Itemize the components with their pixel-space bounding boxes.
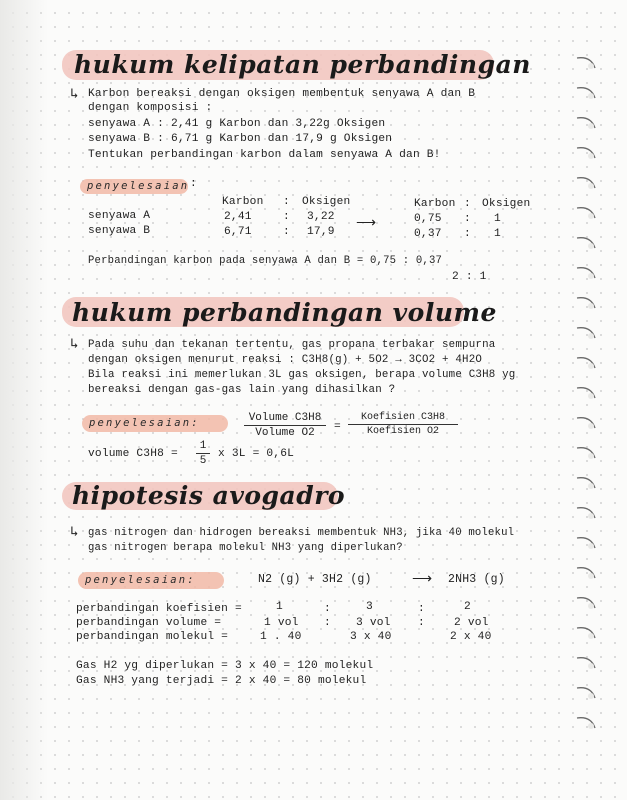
section-title-kelipatan: hukum kelipatan perbandingan <box>74 50 531 79</box>
problem-line: dengan oksigen menurut reaksi : C3H8(g) + 5O2 → 3CO2 + 4H2O <box>88 354 483 366</box>
page-shadow <box>0 0 48 800</box>
fraction-denominator: 5 <box>199 455 207 467</box>
reaction-product: 2NH3 (g) <box>448 573 505 586</box>
problem-line: dengan komposisi : <box>88 102 213 114</box>
col-separator: : <box>464 228 471 240</box>
problem-line: gas nitrogen dan hidrogen bereaksi membentuk NH3, jika 40 molekul <box>88 527 515 539</box>
fraction-numerator: Koefisien C3H8 <box>360 412 445 423</box>
problem-line: senyawa B : 6,71 g Karbon dan 17,9 g Oksigen <box>88 133 393 145</box>
solution-label: penyelesaian: <box>89 417 200 429</box>
problem-line: Bila reaksi ini memerlukan 3L gas oksigen, berapa volume C3H8 yg <box>88 369 516 381</box>
problem-line: Pada suhu dan tekanan tertentu, gas propana terbakar sempurna <box>88 339 496 351</box>
fraction-koefisien <box>348 412 458 437</box>
answer-right: x 3L = 0,6L <box>218 448 295 460</box>
table-cell: 2 <box>464 601 471 613</box>
table-row-name: perbandingan koefisien = <box>76 603 242 615</box>
col-header-oksigen: Oksigen <box>302 196 351 208</box>
reaction-reactants: N2 (g) + 3H2 (g) <box>258 573 372 586</box>
fraction-numerator: 1 <box>199 440 207 452</box>
col-header-oksigen-2: Oksigen <box>482 198 531 210</box>
table-cell: 3 <box>366 601 373 613</box>
table-cell: 3 x 40 <box>350 631 392 643</box>
col-separator: : <box>324 603 331 615</box>
problem-line: Tentukan perbandingan karbon dalam senyawa A dan B! <box>88 149 441 161</box>
value-b-karbon-2: 0,37 <box>414 228 442 240</box>
section-title-avogadro: hipotesis avogadro <box>72 481 346 510</box>
answer-left: volume C3H8 = <box>88 448 178 460</box>
fraction-numerator: Volume C3H8 <box>248 412 322 424</box>
arrow-bullet-icon: ↳ <box>70 525 79 541</box>
problem-line: gas nitrogen berapa molekul NH3 yang diperlukan? <box>88 542 403 554</box>
value-a-oksigen-2: 1 <box>494 213 501 225</box>
arrow-right-icon: ⟶ <box>412 570 433 586</box>
value-b-karbon: 6,71 <box>224 226 252 238</box>
col-separator: : <box>283 196 290 208</box>
col-header-karbon: Karbon <box>222 196 264 208</box>
section-title-volume: hukum perbandingan volume <box>72 298 497 327</box>
table-row-name: perbandingan volume = <box>76 617 222 629</box>
arrow-bullet-icon: ↳ <box>70 87 79 103</box>
col-separator: : <box>283 211 290 223</box>
solution-label: penyelesaian <box>87 180 190 192</box>
problem-line: senyawa A : 2,41 g Karbon dan 3,22g Oksigen <box>88 118 386 130</box>
col-separator: : <box>324 617 331 629</box>
result-line: Gas H2 yg diperlukan = 3 x 40 = 120 molekul <box>76 660 374 672</box>
col-separator: : <box>418 603 425 615</box>
value-a-karbon-2: 0,75 <box>414 213 442 225</box>
table-cell: 2 x 40 <box>450 631 492 643</box>
arrow-right-icon: ⟶ <box>356 214 377 230</box>
solution-label: penyelesaian: <box>85 574 196 586</box>
equals-sign: = <box>334 421 341 433</box>
spiral-binding <box>547 0 627 800</box>
fraction-one-fifth <box>196 440 210 467</box>
colon: : <box>190 178 197 190</box>
col-separator: : <box>464 213 471 225</box>
fraction-volume <box>244 412 326 439</box>
problem-line: bereaksi dengan gas-gas lain yang dihasilkan ? <box>88 384 396 396</box>
col-separator: : <box>464 198 471 210</box>
arrow-bullet-icon: ↳ <box>70 337 79 353</box>
problem-line: Karbon bereaksi dengan oksigen membentuk senyawa A dan B <box>88 88 476 100</box>
table-cell: 1 <box>276 601 283 613</box>
table-cell: 1 . 40 <box>260 631 302 643</box>
col-header-karbon-2: Karbon <box>414 198 456 210</box>
ratio-result: 2 : 1 <box>452 271 487 283</box>
table-cell: 3 vol <box>356 617 391 629</box>
value-b-oksigen-2: 1 <box>494 228 501 240</box>
row-label-a: senyawa A <box>88 210 151 222</box>
table-row-name: perbandingan molekul = <box>76 631 229 643</box>
fraction-denominator: Koefisien O2 <box>366 426 439 437</box>
value-a-karbon: 2,41 <box>224 211 252 223</box>
col-separator: : <box>283 226 290 238</box>
value-b-oksigen: 17,9 <box>307 226 335 238</box>
value-a-oksigen: 3,22 <box>307 211 335 223</box>
col-separator: : <box>418 617 425 629</box>
ratio-statement: Perbandingan karbon pada senyawa A dan B = 0,75 : 0,37 <box>88 255 443 267</box>
table-cell: 1 vol <box>264 617 299 629</box>
table-cell: 2 vol <box>454 617 489 629</box>
result-line: Gas NH3 yang terjadi = 2 x 40 = 80 molekul <box>76 675 367 687</box>
fraction-denominator: Volume O2 <box>255 427 315 439</box>
row-label-b: senyawa B <box>88 225 151 237</box>
